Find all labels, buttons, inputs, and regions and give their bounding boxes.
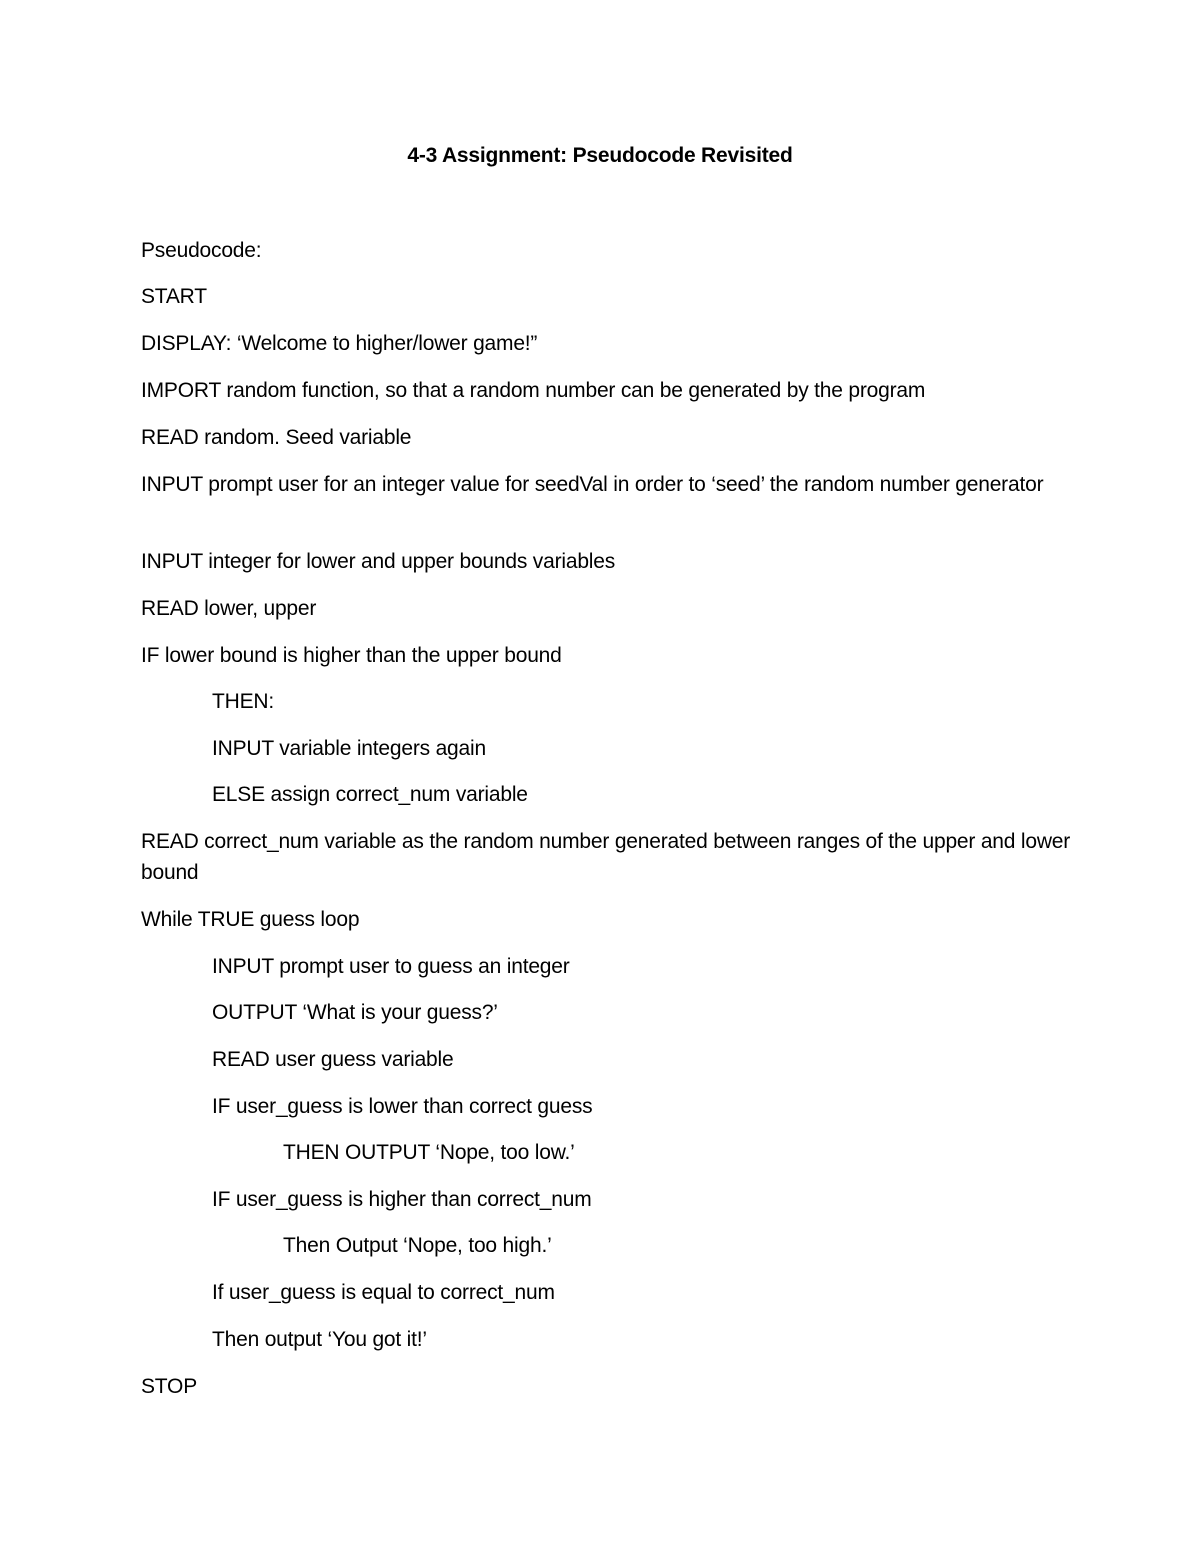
code-line: DISPLAY: ‘Welcome to higher/lower game!” (141, 332, 538, 355)
code-line: IMPORT random function, so that a random number can be generated by the program (141, 379, 926, 402)
code-line: START (141, 285, 207, 308)
code-line: THEN: (212, 690, 275, 713)
code-line: IF user_guess is lower than correct guess (212, 1095, 593, 1118)
code-line: IF lower bound is higher than the upper bound (141, 644, 562, 667)
code-line: INPUT prompt user to guess an integer (212, 955, 570, 978)
code-line: READ correct_num variable as the random number generated between ranges of the upper and lower bound (141, 830, 1071, 884)
page-title: 4-3 Assignment: Pseudocode Revisited (407, 144, 793, 167)
code-line: While TRUE guess loop (141, 908, 360, 931)
code-line: OUTPUT ‘What is your guess?’ (212, 1001, 498, 1024)
code-line: INPUT variable integers again (212, 737, 486, 760)
code-line: Then output ‘You got it!’ (212, 1328, 427, 1351)
code-line: THEN OUTPUT ‘Nope, too low.’ (283, 1141, 575, 1164)
code-line: IF user_guess is higher than correct_num (212, 1188, 592, 1211)
code-line: READ lower, upper (141, 597, 317, 620)
code-line: STOP (141, 1375, 197, 1398)
code-line: Then Output ‘Nope, too high.’ (283, 1234, 552, 1257)
code-line: If user_guess is equal to correct_num (212, 1281, 555, 1304)
code-line: ELSE assign correct_num variable (212, 783, 528, 806)
code-line: INPUT integer for lower and upper bounds variables (141, 550, 616, 573)
code-line: READ user guess variable (212, 1048, 454, 1071)
section-label: Pseudocode: (141, 239, 262, 262)
code-line: INPUT prompt user for an integer value for seedVal in order to ‘seed’ the random number generator (141, 473, 1044, 496)
code-line: READ random. Seed variable (141, 426, 412, 449)
